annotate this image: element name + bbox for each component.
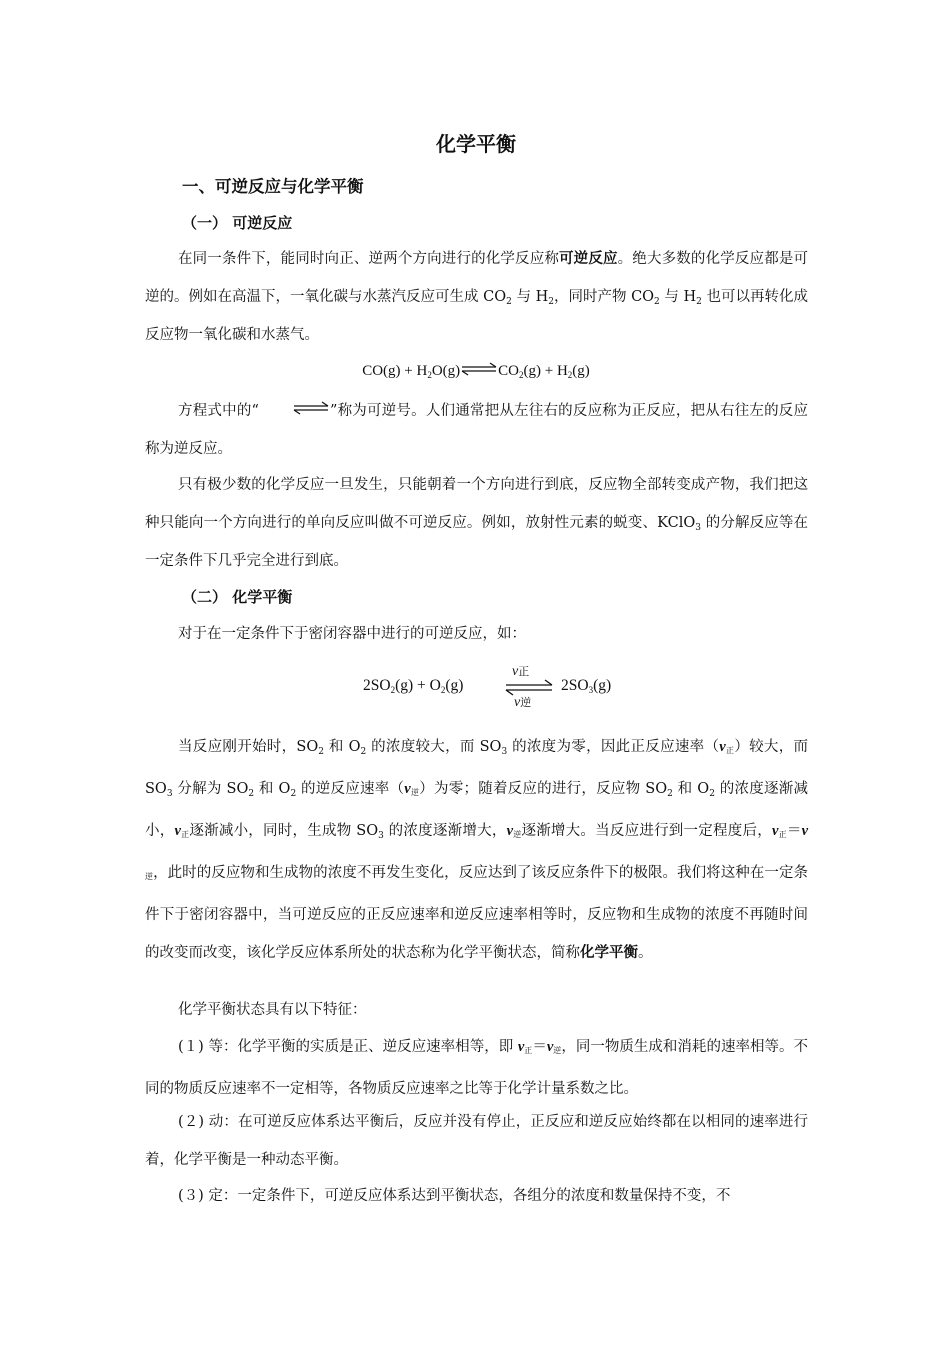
subsection-heading-2: （二） 化学平衡 <box>182 588 293 606</box>
forward-rate-label: v正 <box>512 664 530 679</box>
paragraph-irreversible-reaction: 只有极少数的化学反应一旦发生，只能朝着一个方向进行到底，反应物全部转变成产物，我们把这种只能向一个方向进行的单向反应叫做不可逆反应。例如，放射性元素的蜕变、KClO$_3$ 的分解反应等在一定条件下几乎完全进行到底。 <box>145 477 809 569</box>
equation-co-water: $CO(g) + H_2O(g) CO_2(g) + H_2(g)$ <box>362 362 590 380</box>
equation-so2-o2: $2SO_2(g) + O_2(g)$ v正 v逆 $2SO_3(g)$ <box>363 664 612 710</box>
paragraph-feature-dynamic: (２) 动：在可逆反应体系达平衡后，反应并没有停止，正反应和逆反应始终都在以相同的速率进行着，化学平衡是一种动态平衡。 <box>145 1114 808 1168</box>
paragraph-reversible-sign: 方程式中的“ ”称为可逆号。人们通常把从左往右的反应称为正反应，把从右往左的反应称为逆反应。 <box>145 392 808 468</box>
section-heading-1: 一、可逆反应与化学平衡 <box>182 177 364 196</box>
paragraph-feature-equal: (１) 等：化学平衡的实质是正、逆反应速率相等，即 v正＝v逆，同一物质生成和消耗的速率相等。不同的物质反应速率不一定相等，各物质反应速率之比等于化学计量系数之比。 <box>145 1039 809 1097</box>
reverse-rate-label: v逆 <box>514 695 532 710</box>
paragraph-equilibrium-definition: 当反应刚开始时，$SO_2$ 和 $O_2$ 的浓度较大，而 $SO_3$ 的浓度为零，因此正反应速率（v正）较大，而 $SO_3$ 分解为 $SO_2$ 和 $O_2$ 的逆反应速率（v逆）为零；随着反应的进行，反应物 $SO_2$ 和 $O_2$ 的浓度逐渐减小，v正逐渐减小，同时，生成物 $SO_3$ 的浓度逐渐增大，v逆逐渐增大。当反应进行到一定程度后，v正＝v逆，此时的反应物和生成物的浓度不再发生变化，反应达到了该反应条件下的极限。我们将这种在一定条件下于密闭容器中，当可逆反应的正反应速率和逆反应速率相等时，反应物和生成物的浓度不再随时间的改变而改变，该化学反应体系所处的状态称为化学平衡状态，简称化学平衡。 <box>145 739 809 961</box>
paragraph-features-intro: 化学平衡状态具有以下特征： <box>178 1002 367 1018</box>
reversible-arrow-icon <box>460 362 498 381</box>
reversible-sign-icon <box>259 392 330 430</box>
subsection-heading-1: （一） 可逆反应 <box>182 214 293 232</box>
paragraph-closed-container: 对于在一定条件下于密闭容器中进行的可逆反应，如： <box>178 626 526 642</box>
paragraph-reversible-reaction: 在同一条件下，能同时向正、逆两个方向进行的化学反应称可逆反应。绝大多数的化学反应都是可逆的。例如在高温下，一氧化碳与水蒸汽反应可生成 $CO_2$ 与 $H_2$，同时产物 $CO_2$ 与 $H_2$ 也可以再转化成反应物一氧化碳和水蒸气。 <box>145 251 809 343</box>
page-title: 化学平衡 <box>436 132 516 156</box>
paragraph-feature-fixed: (３) 定：一定条件下，可逆反应体系达到平衡状态，各组分的浓度和数量保持不变，不 <box>178 1188 731 1204</box>
